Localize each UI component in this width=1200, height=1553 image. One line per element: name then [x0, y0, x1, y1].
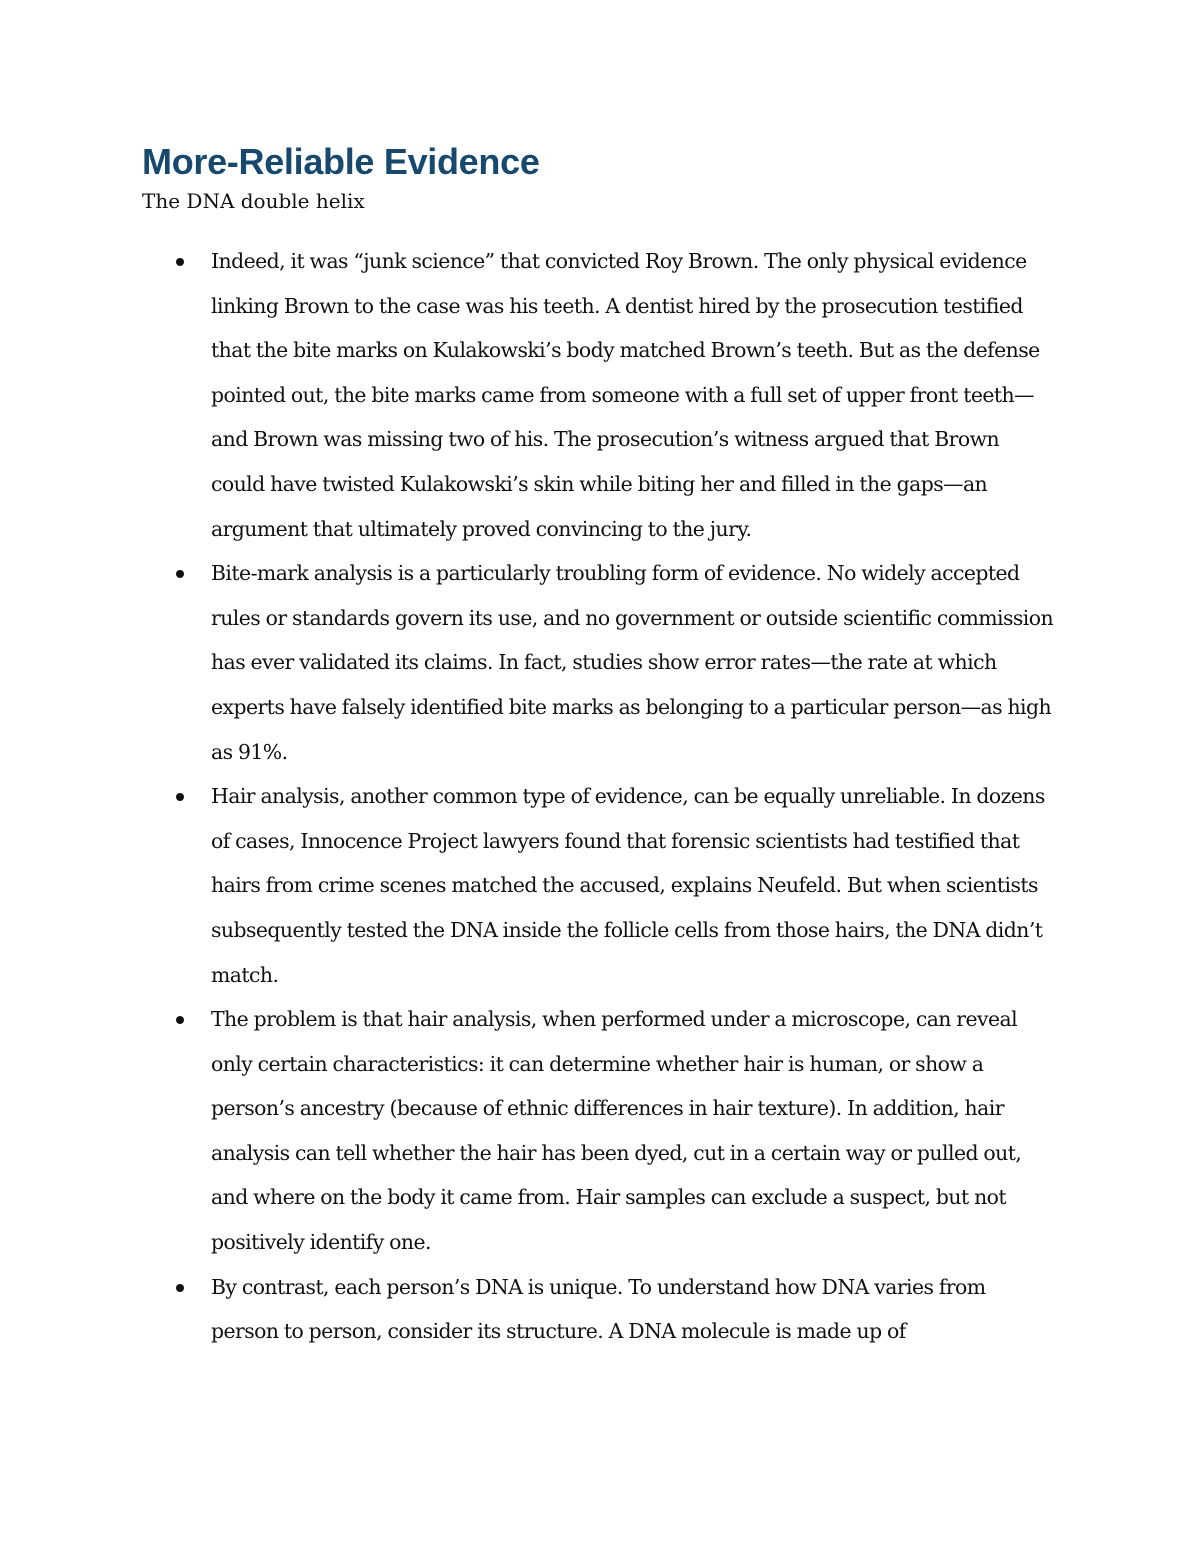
list-item-text: By contrast, each person’s DNA is unique. To understand how DNA varies from person to person, consider its structure. A DNA molecule is made up of [211, 1274, 986, 1344]
list-item [0, 239, 1056, 551]
list-item-text: The problem is that hair analysis, when performed under a microscope, can reveal only certain characteristics: it can determine whether hair is human, or show a person’s ancestry (because of ethnic differences in hair texture). In addition, hair analysis can tell whether the hair has been dyed, cut in a certain way or pulled out, and where on the body it came from. Hair samples can exclude a suspect, but not positively identify one. [211, 1007, 1022, 1255]
list-item [0, 1265, 1056, 1354]
list-item-text: Hair analysis, another common type of evidence, can be equally unreliable. In dozens of cases, Innocence Project lawyers found that forensic scientists had testified that hairs from crime scenes matched the accused, explains Neufeld. But when scientists subsequently tested the DNA inside the follicle cells from those hairs, the DNA didn’t match. [211, 784, 1045, 987]
bullet-icon [176, 570, 184, 578]
bullet-list [0, 239, 1200, 1354]
page-subtitle: The DNA double helix [142, 189, 365, 213]
list-item-text: Indeed, it was “junk science” that convicted Roy Brown. The only physical evidence linking Brown to the case was his teeth. A dentist hired by the prosecution testified that the bite marks on Kulakowski’s body matched Brown’s teeth. But as the defense pointed out, the bite marks came from someone with a full set of upper front teeth—and Brown was missing two of his. The prosecution’s witness argued that Brown could have twisted Kulakowski’s skin while biting her and filled in the gaps—an argument that ultimately proved convincing to the jury. [211, 249, 1040, 541]
list-item-text: Bite-mark analysis is a particularly troubling form of evidence. No widely accepted rules or standards govern its use, and no government or outside scientific commission has ever validated its claims. In fact, studies show error rates—the rate at which experts have falsely identified bite marks as belonging to a particular person—as high as 91%. [211, 561, 1054, 764]
bullet-icon [176, 258, 184, 266]
bullet-icon [176, 793, 184, 801]
page-title: More-Reliable Evidence [142, 141, 540, 182]
bullet-icon [176, 1016, 184, 1024]
bullet-icon [176, 1284, 184, 1292]
list-item [0, 774, 1056, 997]
list-item [0, 997, 1056, 1265]
list-item [0, 551, 1056, 774]
